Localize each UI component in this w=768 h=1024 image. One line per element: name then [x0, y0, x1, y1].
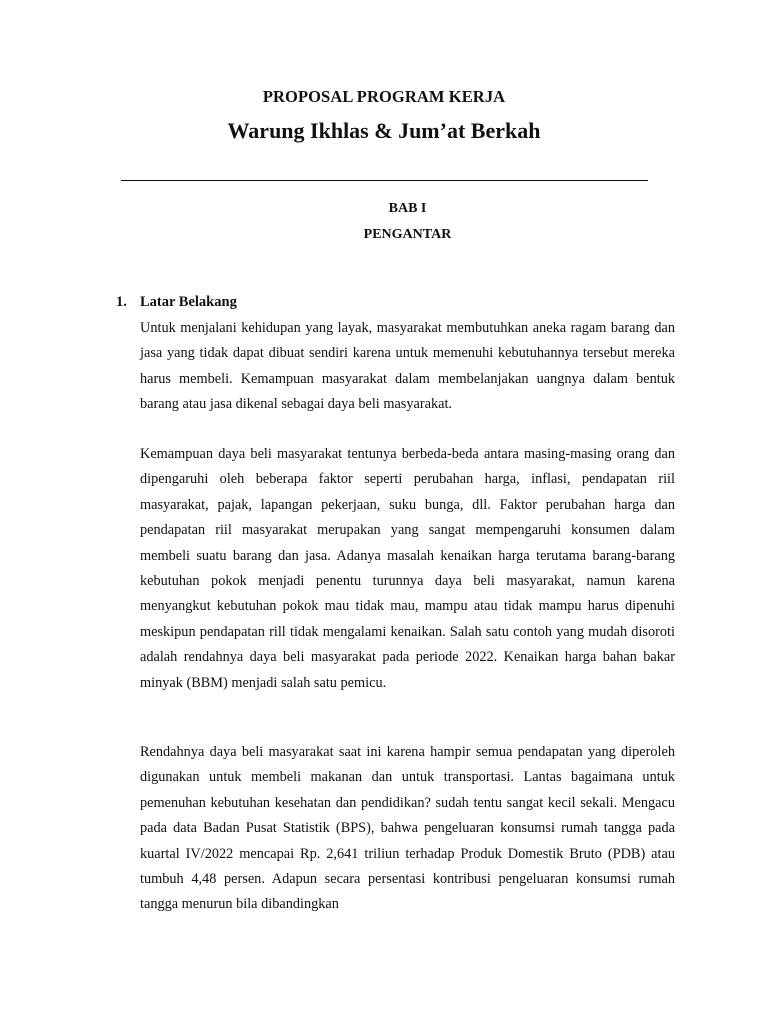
- title-divider: [121, 180, 648, 181]
- paragraph: Kemampuan daya beli masyarakat tentunya berbeda-beda antara masing-masing orang dan dipengaruhi oleh beberapa faktor seperti perubahan harga, inflasi, pendapatan riil masyarakat, pajak, lapangan pekerjaan, suku bunga, dll. Faktor perubahan harga dan pendapatan riil masyarakat merupakan yang sangat mempengaruhi konsumen dalam membeli suatu barang dan jasa. Adanya masalah kenaikan harga terutama barang-barang kebutuhan pokok menjadi penentu turunnya daya beli masyarakat, namun karena menyangkut kebutuhan pokok mau tidak mau, mampu atau tidak mampu harus dipenuhi meskipun pendapatan rill tidak mengalami kenaikan. Salah satu contoh yang mudah disoroti adalah rendahnya daya beli masyarakat pada periode 2022. Kenaikan harga bahan bakar minyak (BBM) menjadi salah satu pemicu.: [140, 446, 675, 691]
- chapter-number: BAB I: [388, 201, 427, 216]
- paragraph: Untuk menjalani kehidupan yang layak, masyarakat membutuhkan aneka ragam barang dan jasa yang tidak dapat dibuat sendiri karena untuk memenuhi kebutuhannya tersebut mereka harus membeli. Kemampuan masyarakat dalam membelanjakan uangnya dalam bentuk barang atau jasa dikenal sebagai daya beli masyarakat.: [140, 320, 675, 413]
- paragraph: Rendahnya daya beli masyarakat saat ini karena hampir semua pendapatan yang diperoleh digunakan untuk membeli makanan dan untuk transportasi. Lantas bagaimana untuk pemenuhan kebutuhan kesehatan dan pendidikan? sudah tentu sangat kecil sekali. Mengacu pada data Badan Pusat Statistik (BPS), bahwa pengeluaran konsumsi rumah tangga pada kuartal IV/2022 mencapai Rp. 2,641 triliun terhadap Produk Domestik Bruto (PDB) atau tumbuh 4,48 persen. Adapun secara persentasi kontribusi pengeluaran konsumsi rumah tangga menurun bila dibandingkan: [140, 744, 675, 913]
- chapter-name: PENGANTAR: [363, 227, 452, 242]
- section-heading-text: Latar Belakang: [140, 294, 237, 310]
- document-subtitle: Warung Ikhlas & Jum’at Berkah: [227, 118, 541, 143]
- section-heading: [116, 294, 237, 311]
- document-title: PROPOSAL PROGRAM KERJA: [262, 87, 506, 106]
- section-number: 1.: [116, 294, 127, 310]
